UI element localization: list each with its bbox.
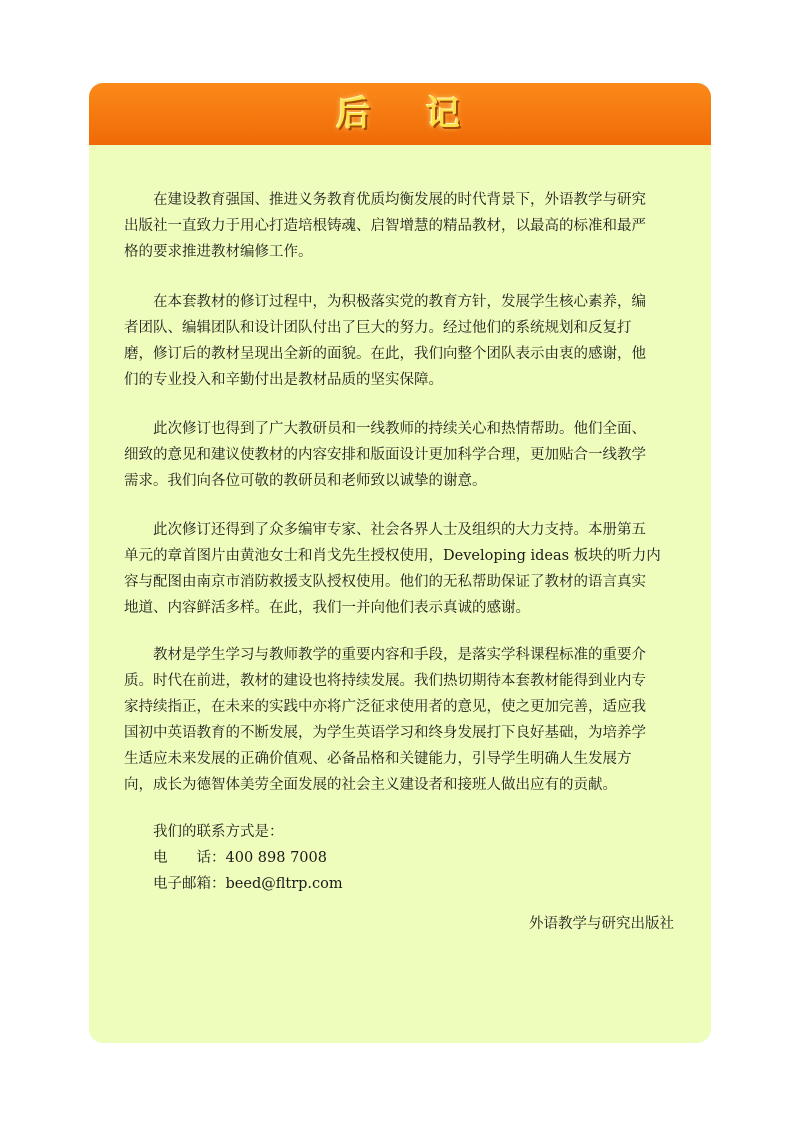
- contact-email: 电子邮箱：beed@fltrp.com: [124, 876, 343, 892]
- paragraph-line: 生适应未来发展的正确价值观、必备品格和关键能力，引导学生明确人生发展方: [124, 751, 632, 767]
- paragraph-line: 格的要求推进教材编修工作。: [124, 244, 313, 260]
- paragraph-line: 容与配图由南京市消防救援支队授权使用。他们的无私帮助保证了教材的语言真实: [124, 574, 646, 590]
- paragraph-line: 在建设教育强国、推进义务教育优质均衡发展的时代背景下，外语教学与研究: [124, 192, 646, 208]
- paragraph-line: 出版社一直致力于用心打造培根铸魂、启智增慧的精品教材，以最高的标准和最严: [124, 218, 646, 234]
- paragraph-4: [124, 517, 684, 621]
- paragraph-line: 单元的章首图片由黄池女士和肖戈先生授权使用，Developing ideas 板块的听力内: [124, 548, 661, 564]
- paragraph-line: 者团队、编辑团队和设计团队付出了巨大的努力。经过他们的系统规划和反复打: [124, 320, 632, 336]
- paragraph-line: 向，成长为德智体美劳全面发展的社会主义建设者和接班人做出应有的贡献。: [124, 777, 617, 793]
- paragraph-line: 在本套教材的修订过程中，为积极落实党的教育方针，发展学生核心素养，编: [124, 294, 646, 310]
- paragraph-line: 国初中英语教育的不断发展，为学生英语学习和终身发展打下良好基础，为培养学: [124, 725, 646, 741]
- contact-info: [124, 819, 684, 897]
- paragraph-1: [124, 187, 684, 265]
- page-title: 后 记: [336, 94, 482, 134]
- paragraph-line: 此次修订还得到了众多编审专家、社会各界人士及组织的大力支持。本册第五: [124, 522, 646, 538]
- paragraph-line: 家持续指正，在未来的实践中亦将广泛征求使用者的意见，使之更加完善，适应我: [124, 699, 646, 715]
- paragraph-line: 此次修订也得到了广大教研员和一线教师的持续关心和热情帮助。他们全面、: [124, 421, 646, 437]
- paragraph-line: 磨，修订后的教材呈现出全新的面貌。在此，我们向整个团队表示由衷的感谢，他: [124, 346, 646, 362]
- paragraph-line: 质。时代在前进，教材的建设也将持续发展。我们热切期待本套教材能得到业内专: [124, 673, 646, 689]
- afterword-panel: [89, 83, 711, 1043]
- paragraph-line: 细致的意见和建议使教材的内容安排和版面设计更加科学合理，更加贴合一线教学: [124, 447, 646, 463]
- paragraph-3: [124, 416, 684, 494]
- paragraph-line: 需求。我们向各位可敬的教研员和老师致以诚挚的谢意。: [124, 473, 487, 489]
- paragraph-5: [124, 642, 684, 798]
- title-banner: [89, 83, 711, 145]
- contact-heading: 我们的联系方式是：: [124, 824, 284, 840]
- paragraph-line: 们的专业投入和辛勤付出是教材品质的坚实保障。: [124, 372, 443, 388]
- paragraph-2: [124, 289, 684, 393]
- contact-phone: 电 话：400 898 7008: [124, 850, 327, 866]
- publisher-signature: 外语教学与研究出版社: [529, 916, 674, 932]
- paragraph-line: 地道、内容鲜活多样。在此，我们一并向他们表示真诚的感谢。: [124, 600, 530, 616]
- paragraph-line: 教材是学生学习与教师教学的重要内容和手段，是落实学科课程标准的重要介: [124, 647, 646, 663]
